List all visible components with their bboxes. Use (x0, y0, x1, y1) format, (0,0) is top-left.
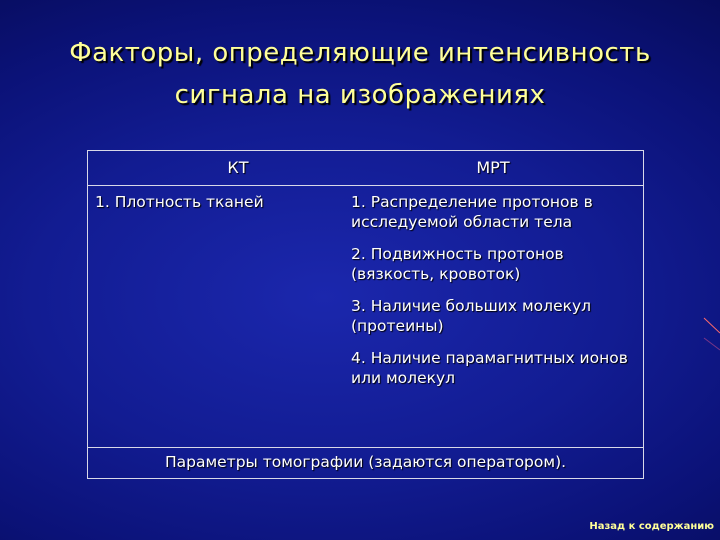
mrt-factor-1: 1. Распределение протонов в исследуемой области тела (351, 193, 593, 231)
table-body-row (88, 186, 643, 448)
comparison-table (87, 150, 644, 479)
kt-factor-1: 1. Плотность тканей (95, 193, 264, 211)
mrt-factor-list (351, 192, 639, 400)
mrt-factor-2: 2. Подвижность протонов (вязкость, кровоток) (351, 245, 564, 283)
page-title (0, 32, 720, 116)
table-header-row (88, 151, 643, 186)
mrt-factor-4: 4. Наличие парамагнитных ионов или молекул (351, 349, 628, 387)
page-title-line-1: Факторы, определяющие интенсивность (69, 38, 651, 68)
header-kt: КТ (227, 158, 249, 177)
table-footer-row: Параметры томографии (задаются оператором). (164, 453, 567, 471)
header-mrt: МРТ (476, 158, 510, 177)
page-title-line-2: сигнала на изображениях (174, 80, 546, 110)
mrt-factor-3: 3. Наличие больших молекул (протеины) (351, 297, 592, 335)
back-to-contents-link[interactable]: Назад к содержанию (589, 521, 714, 532)
